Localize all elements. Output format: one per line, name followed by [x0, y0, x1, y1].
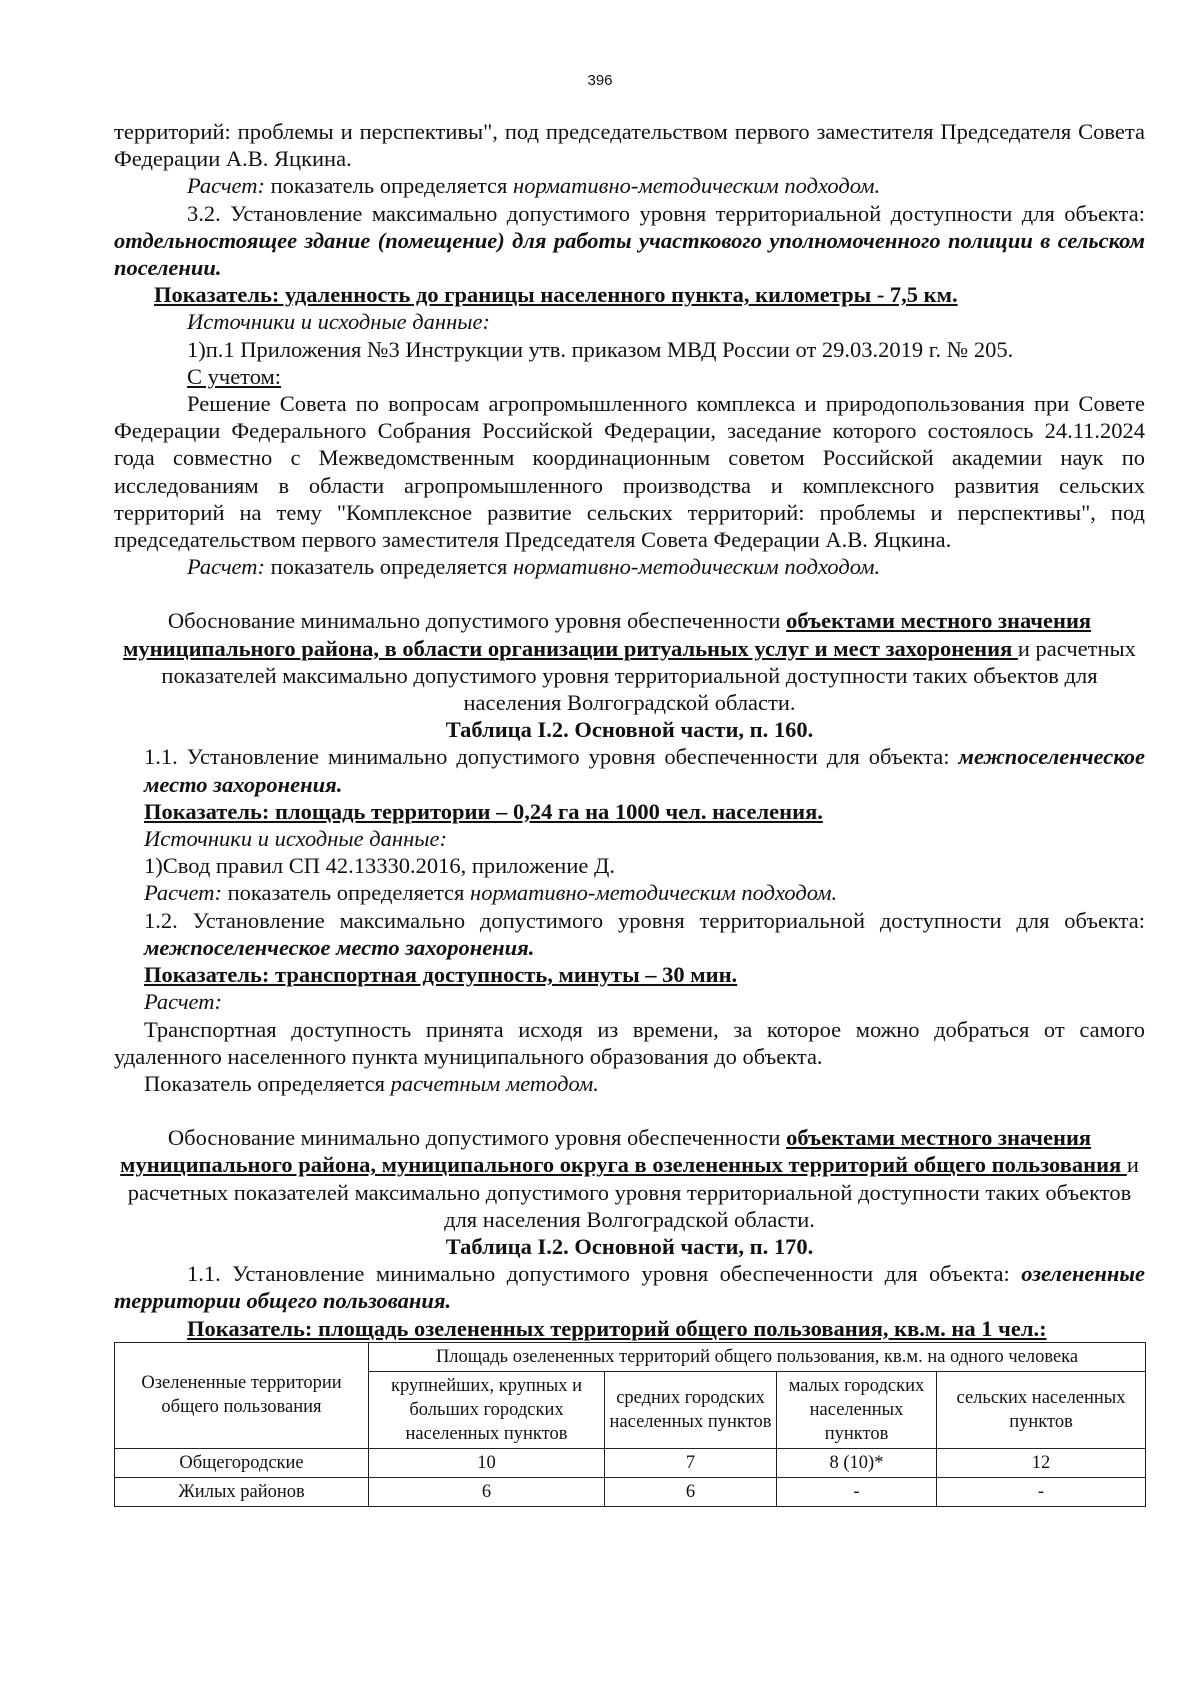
item-1-2: 1.2. Установление максимально допустимого уровня территориальной доступности для объекта: межпоселенческое место захоронения.	[144, 907, 1145, 960]
table-cell: 6	[605, 1477, 777, 1506]
table-reference: Таблица I.2. Основной части, п. 160.	[445, 717, 814, 743]
table-cell: 7	[605, 1448, 777, 1477]
considering-label: С учетом:	[187, 363, 282, 389]
transport-paragraph: Транспортная доступность принята исходя из времени, за которое можно добраться от самого удаленного населенного пункта муниципального образования до объекта.	[114, 1016, 1145, 1069]
decision-paragraph: Решение Совета по вопросам агропромышленного комплекса и природопользования при Совете Федерации Федерального Собрания Российской Федерации, заседание которого состоялось 24.11.2024 года совместно с Межведомственным координационным советом Российской академии наук по исследованиям в области агропромышленного производства и комплексного развития сельских территорий на тему "Комплексное развитие сельских территорий: проблемы и перспективы", под председательством первого заместителя Председателя Совета Федерации А.В. Яцкина.	[114, 391, 1145, 553]
item-3-2: 3.2. Установление максимально допустимого уровня территориальной доступности для объекта: отдельностоящее здание (помещение) для работы участкового уполномоченного полиции в сельском поселении.	[114, 200, 1145, 281]
method-line: Показатель определяется расчетным методом.	[144, 1070, 599, 1096]
table-reference: Таблица I.2. Основной части, п. 170.	[445, 1233, 814, 1259]
indicator-transport: Показатель: транспортная доступность, минуты – 30 мин.	[144, 962, 738, 988]
table-row	[115, 1448, 1146, 1477]
item-1-1: 1.1. Установление минимально допустимого уровня обеспеченности для объекта: межпоселенческое место захоронения.	[144, 744, 1145, 797]
document-body	[114, 118, 1145, 1507]
table-cell: 12	[937, 1448, 1146, 1477]
section-heading-green: Обоснование минимально допустимого уровня обеспеченности объектами местного значения муниципального района, муниципального округа в озелененных территорий общего пользования и расчетных показателей максимально допустимого уровня территориальной доступности таких объектов для населения Волгоградской области.	[120, 1125, 1139, 1232]
continued-paragraph: территорий: проблемы и перспективы", под председательством первого заместителя Председателя Совета Федерации А.В. Яцкина.	[114, 119, 1145, 172]
row-label: Жилых районов	[115, 1477, 369, 1506]
indicator-area: Показатель: площадь территории – 0,24 га на 1000 чел. населения.	[144, 798, 823, 824]
column-header: крупнейших, крупных и больших городских населенных пунктов	[369, 1371, 605, 1448]
spacer	[114, 1097, 1145, 1124]
column-header: средних городских населенных пунктов	[605, 1371, 777, 1448]
column-header: малых городских населенных пунктов	[777, 1371, 937, 1448]
table-cell: 10	[369, 1448, 605, 1477]
source-item: 1)п.1 Приложения №3 Инструкции утв. приказом МВД России от 29.03.2019 г. № 205.	[187, 336, 1014, 362]
indicator-green-area: Показатель: площадь озелененных территорий общего пользования, кв.м. на 1 чел.:	[187, 1315, 1047, 1341]
table-cell: 6	[369, 1477, 605, 1506]
table-cell: 8 (10)*	[777, 1448, 937, 1477]
indicator-distance: Показатель: удаленность до границы населенного пункта, километры - 7,5 км.	[154, 282, 958, 308]
table-row	[115, 1477, 1146, 1506]
green-areas-table	[114, 1342, 1146, 1507]
sources-label: Источники и исходные данные:	[144, 826, 447, 852]
source-item: 1)Свод правил СП 42.13330.2016, приложение Д.	[144, 853, 615, 879]
item-1-1: 1.1. Установление минимально допустимого уровня обеспеченности для объекта: озелененные территории общего пользования.	[114, 1261, 1145, 1314]
group-header-cell: Площадь озелененных территорий общего пользования, кв.м. на одного человека	[369, 1342, 1146, 1371]
calculation-line: Расчет: показатель определяется нормативно-методическим подходом.	[187, 554, 881, 580]
table-cell: -	[937, 1477, 1146, 1506]
table-cell: -	[777, 1477, 937, 1506]
row-header-cell: Озелененные территории общего пользования	[115, 1342, 369, 1448]
calculation-label: Расчет:	[144, 989, 222, 1015]
page-number: 396	[587, 72, 613, 89]
spacer	[114, 580, 1145, 607]
section-heading-ritual: Обоснование минимально допустимого уровня обеспеченности объектами местного значения муниципального района, в области организации ритуальных услуг и мест захоронения и расчетных показателей максимально допустимого уровня территориальной доступности таких объектов для населения Волгоградской области.	[123, 608, 1136, 716]
calculation-line: Расчет: показатель определяется нормативно-методическим подходом.	[187, 173, 881, 199]
row-label: Общегородские	[115, 1448, 369, 1477]
sources-label: Источники и исходные данные:	[187, 309, 490, 335]
calculation-line: Расчет: показатель определяется нормативно-методическим подходом.	[144, 880, 838, 906]
column-header: сельских населенных пунктов	[937, 1371, 1146, 1448]
